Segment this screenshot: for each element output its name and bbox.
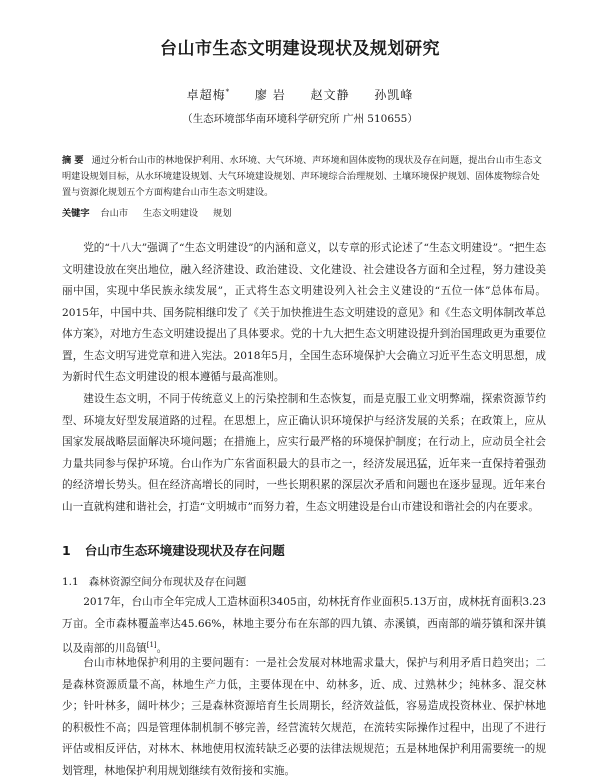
section-number: 1 [62, 543, 71, 558]
subsection-heading-1-1 [62, 574, 246, 589]
subsection-number: 1.1 [62, 576, 79, 588]
section-paragraph-1 [62, 592, 546, 660]
keywords-block [62, 206, 546, 222]
abstract-label: 摘 要 [62, 155, 84, 166]
keywords-label: 关键字 [62, 208, 90, 219]
abstract-text: 通过分析台山市的林地保护利用、水环境、大气环境、声环境和固体废物的现状及存在问题，提出台山市生态文明建设规划目标，从水环境建设规划、大气环境建设规划、声环境综合治理规划、土壤环境保护规划、固体废物综合处置与资源化规划五个方面构建台山市生态文明建设。 [62, 155, 542, 198]
section-paragraph-2 [62, 653, 546, 782]
author-1-name: 卓超梅 [186, 88, 226, 102]
affiliation: （生态环境部华南环境科学研究所 广州 510655） [182, 113, 418, 125]
author-1 [187, 88, 231, 102]
paragraph-text [62, 592, 546, 660]
paragraph-text: 建设生态文明，不同于传统意义上的污染控制和生态恢复，而是克服工业文明弊端，探索资源节约型、环境友好型发展道路的过程。在思想上，应正确认识环境保护与经济发展的关系；在政策上，应从国家发展战略层面解决环境问题；在措施上，应实行最严格的环境保护制度；在行动上，应动员全社会力量共同参与保护环境。台山作为广东省面积最大的县市之一，经济发展迅猛，近年来一直保持着强劲的经济增长势头。但在经济高增长的同时，一些长期积累的深层次矛盾和问题也在逐步显现。近年来台山一直就构建和谐社会，打造“文明城市”而努力着，生态文明建设是台山市建设和谐社会的内在要求。 [62, 393, 546, 513]
author-3: 赵文静 [310, 88, 350, 102]
subsection-title: 森林资源空间分布现状及存在问题 [88, 576, 247, 588]
paragraph-end: 。 [156, 642, 168, 655]
author-2: 廖 岩 [254, 88, 286, 102]
section-heading-1 [62, 541, 285, 559]
corresponding-author-marker: * [225, 88, 231, 96]
paper-title: 台山市生态文明建设现状及规划研究 [160, 39, 440, 59]
keyword-3: 规划 [213, 208, 232, 219]
keyword-2: 生态文明建设 [142, 208, 199, 219]
keyword-1: 台山市 [100, 208, 129, 219]
author-4: 孙凯峰 [374, 88, 414, 102]
citation-ref: [1] [146, 641, 157, 649]
author-list [0, 86, 600, 103]
abstract-block [62, 153, 546, 201]
paragraph-text: 台山市林地保护利用的主要问题有：一是社会发展对林地需求量大，保护与利用矛盾日趋突出；二是森林资源质量不高，林地生产力低，主要体现在中、幼林多，近、成、过熟林少；纯林多、混交林少；针叶林多，阔叶林少；三是森林资源培育生长周期长，经济效益低，容易造成投资林业、保护林地的积极性不高；四是管理体制机制不够完善，经营流转欠规范，在流转实际操作过程中，出现了不进行评估或相反评估，对林木、林地使用权流转缺乏必要的法律法规规范；五是林地保护利用需要统一的规划管理，林地保护利用规划继续有效衔接和实施。 [62, 657, 546, 777]
intro-paragraph-1 [62, 238, 546, 389]
section-title: 台山市生态环境建设现状及存在问题 [84, 543, 285, 558]
paragraph-text: 党的“十八大”强调了“生态文明建设”的内涵和意义，以专章的形式论述了“生态文明建设”。“把生态文明建设放在突出地位，融入经济建设、政治建设、文化建设、社会建设各方面和全过程，努力建设美丽中国，实现中华民族永续发展”，正式将生态文明建设列入社会主义建设的“五位一体”总体布局。2015年，中国中共、国务院相继印发了《关于加快推进生态文明建设的意见》和《生态文明体制改革总体方案》，对地方生态文明建设提出了具体要求。党的十九大把生态文明建设提升到治国理政更为重要位置，生态文明写进党章和进入宪法。2018年5月，全国生态环境保护大会确立习近平生态文明思想，成为新时代生态文明建设的根本遵循与最高准则。 [62, 242, 546, 383]
paragraph-body: 2017年，台山市全年完成人工造林面积3405亩，幼林抚育作业面积5.13万亩，成林抚育面积3.23万亩。全市森林覆盖率达45.66%，林地主要分布在东部的四九镇、赤溪镇，西南部的端芬镇和深井镇以及南部的川岛镇 [62, 596, 546, 655]
intro-paragraph-2 [62, 389, 546, 518]
